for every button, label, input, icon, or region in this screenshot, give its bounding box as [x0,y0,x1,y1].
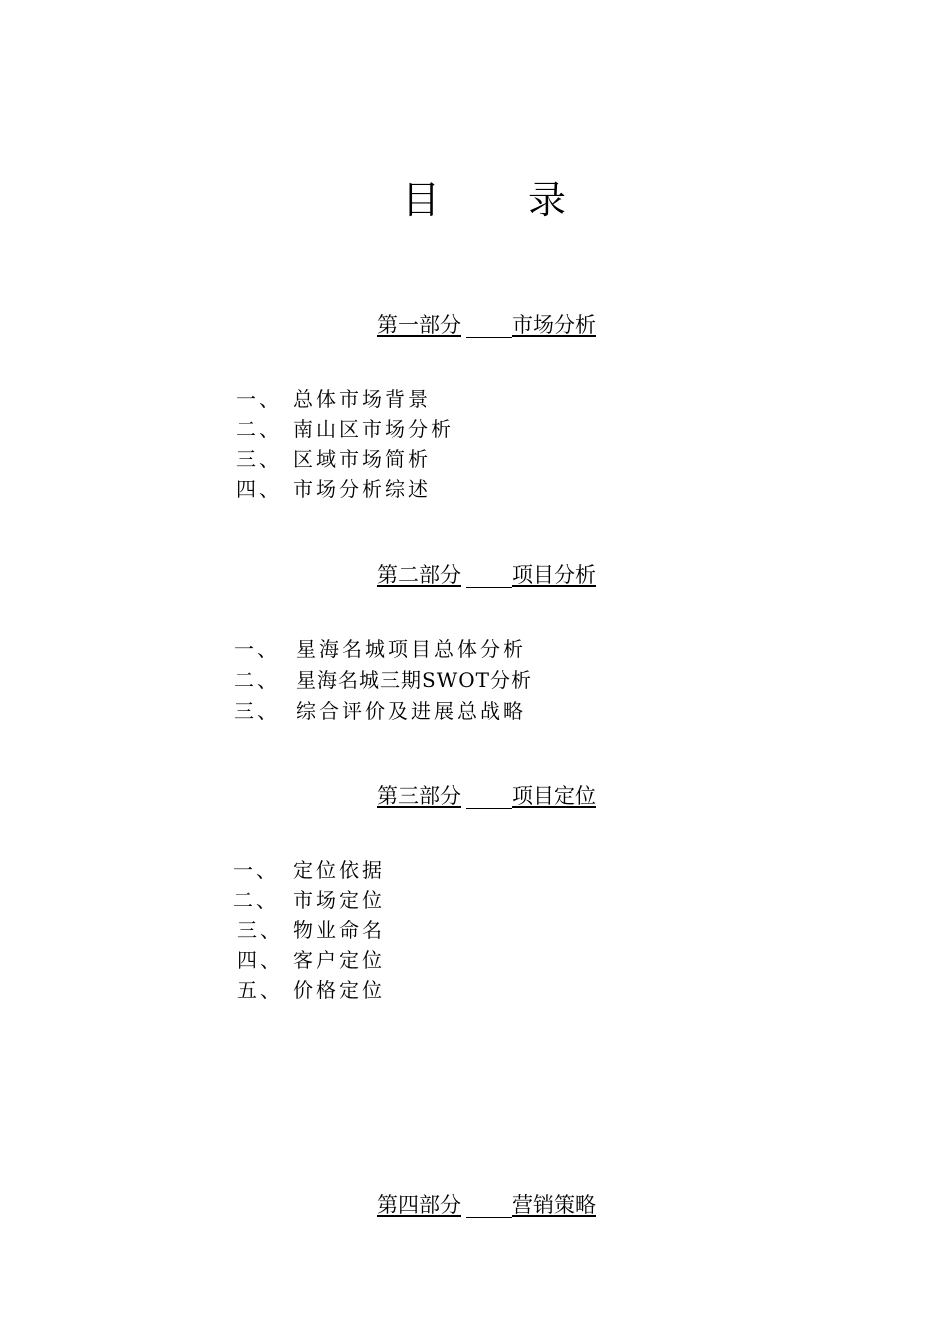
item-text: 客户定位 [293,948,385,972]
heading-underline-gap [466,1216,512,1218]
part-name: 项目分析 [512,563,596,587]
item-text: 星海名城项目总体分析 [296,637,526,661]
item-number: 一、 [234,637,280,661]
heading-underline-gap [466,586,512,588]
part-2-items [0,634,950,727]
list-item [0,444,950,474]
item-text: 总体市场背景 [293,387,431,411]
item-text: 星海名城三期SWOT分析 [296,668,532,692]
list-item [0,384,950,414]
list-item [0,414,950,444]
list-item [0,634,950,665]
part-number: 第二部分 [377,563,461,587]
part-2-heading [0,560,950,590]
part-name: 市场分析 [512,313,596,337]
part-number: 第一部分 [377,313,461,337]
list-item [0,855,950,885]
part-4-heading [0,1190,950,1220]
item-text: 市场定位 [293,888,385,912]
part-name: 项目定位 [512,784,596,808]
list-item [0,915,950,945]
item-text: 区域市场简析 [293,447,431,471]
item-number: 二、 [236,417,282,441]
item-number: 二、 [234,668,280,692]
part-3-heading [0,781,950,811]
part-1-heading [0,310,950,340]
item-number: 一、 [233,858,279,882]
item-number: 一、 [236,387,282,411]
part-1-items [0,384,950,504]
list-item [0,696,950,727]
part-3-items [0,855,950,1005]
item-number: 四、 [236,477,282,501]
list-item [0,885,950,915]
list-item [0,665,950,696]
item-number: 三、 [234,699,280,723]
list-item [0,975,950,1005]
item-number: 五、 [237,978,283,1002]
part-number: 第四部分 [377,1193,461,1217]
part-name: 营销策略 [512,1193,596,1217]
toc-title-char-1: 目 [402,178,441,222]
item-text: 物业命名 [293,918,385,942]
item-number: 三、 [237,918,283,942]
heading-underline-gap [466,807,512,809]
item-number: 三、 [236,447,282,471]
toc-title-char-2: 录 [528,178,567,222]
item-number: 四、 [237,948,283,972]
heading-underline-gap [466,336,512,338]
item-text: 价格定位 [293,978,385,1002]
list-item [0,474,950,504]
toc-title [0,170,950,230]
item-text: 综合评价及进展总战略 [296,699,526,723]
item-text: 市场分析综述 [293,477,431,501]
part-number: 第三部分 [377,784,461,808]
item-text: 南山区市场分析 [293,417,454,441]
list-item [0,945,950,975]
item-number: 二、 [233,888,279,912]
item-text: 定位依据 [293,858,385,882]
